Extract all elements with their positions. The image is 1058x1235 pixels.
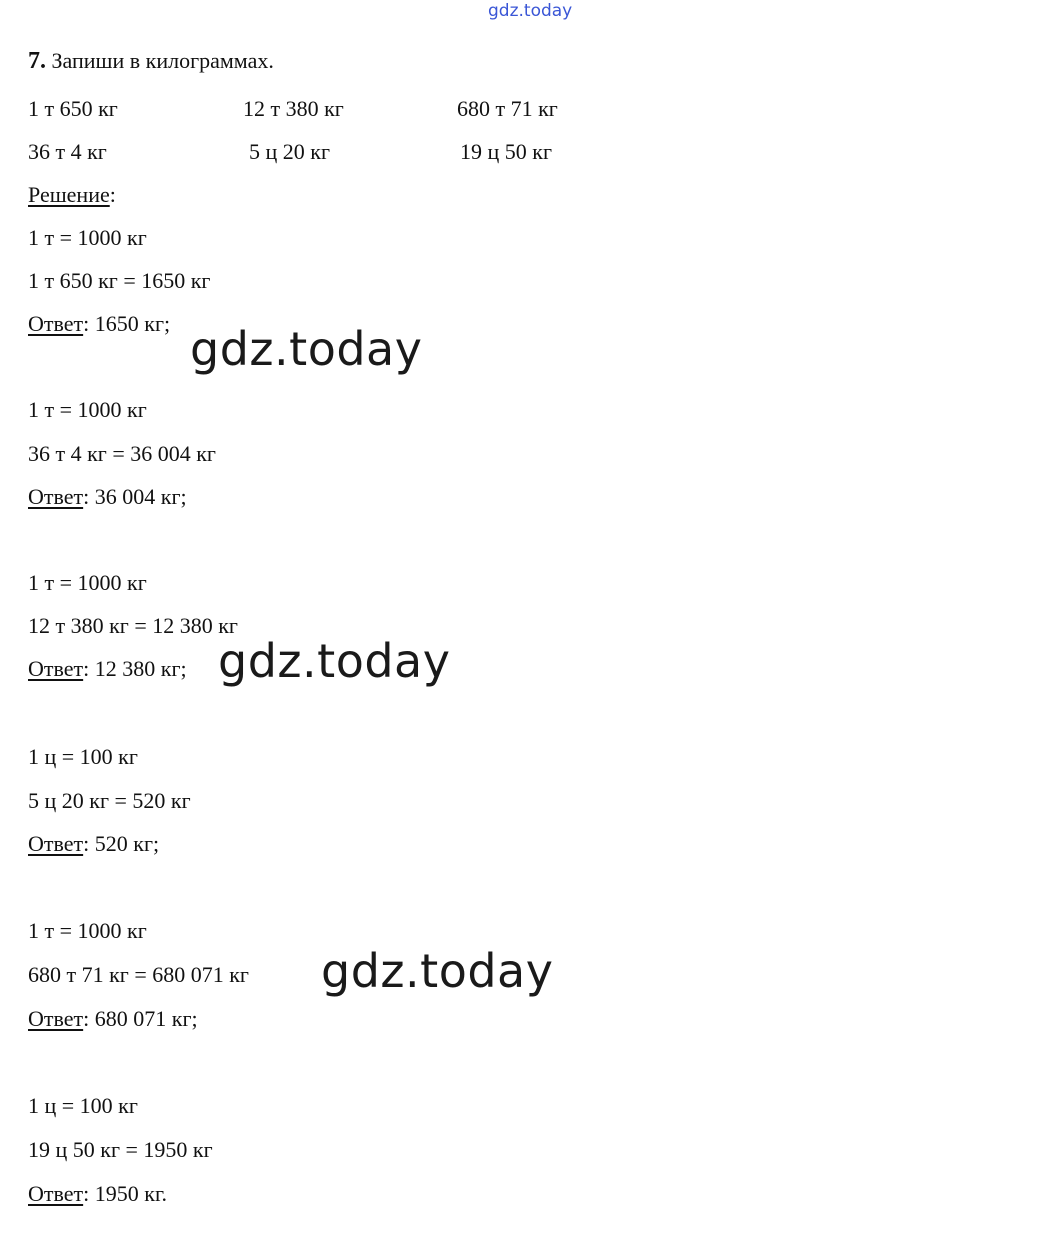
rule-line: 1 т = 1000 кг — [28, 397, 147, 422]
answer-line — [28, 311, 170, 337]
grid-cell: 680 т 71 кг — [457, 96, 558, 121]
answer-label: Ответ — [28, 484, 84, 509]
answer-value: : 520 кг; — [83, 831, 160, 856]
answer-label: Ответ — [28, 1181, 84, 1206]
task-text: Запиши в килограммах. — [51, 48, 274, 73]
rule-line: 1 ц = 100 кг — [28, 744, 138, 769]
rule-line: 1 т = 1000 кг — [28, 918, 147, 943]
solution-heading: Решение: — [28, 182, 116, 207]
task-heading — [28, 48, 274, 74]
grid-cell: 1 т 650 кг — [28, 96, 118, 121]
answer-label: Ответ — [28, 1006, 84, 1031]
answer-value: : 680 071 кг; — [83, 1006, 198, 1031]
watermark-top: gdz.today — [488, 1, 573, 21]
grid-cell: 5 ц 20 кг — [249, 139, 330, 164]
grid-cell: 19 ц 50 кг — [460, 139, 552, 164]
calc-line: 1 т 650 кг = 1650 кг — [28, 268, 211, 293]
watermark: gdz.today — [190, 322, 423, 376]
answer-line — [28, 831, 159, 857]
answer-line — [28, 1181, 167, 1207]
rule-line: 1 ц = 100 кг — [28, 1093, 138, 1118]
calc-line: 5 ц 20 кг = 520 кг — [28, 788, 191, 813]
watermark: gdz.today — [321, 944, 554, 998]
calc-line: 36 т 4 кг = 36 004 кг — [28, 441, 216, 466]
calc-line: 12 т 380 кг = 12 380 кг — [28, 613, 238, 638]
solution-label: Решение — [28, 182, 110, 207]
rule-line: 1 т = 1000 кг — [28, 225, 147, 250]
answer-value: : 12 380 кг; — [83, 656, 187, 681]
task-number: 7. — [28, 48, 46, 74]
answer-label: Ответ — [28, 656, 84, 681]
answer-value: : 1650 кг; — [83, 311, 171, 336]
answer-value: : 1950 кг. — [83, 1181, 167, 1206]
answer-line — [28, 1006, 198, 1032]
rule-line: 1 т = 1000 кг — [28, 570, 147, 595]
calc-line: 680 т 71 кг = 680 071 кг — [28, 962, 249, 987]
answer-label: Ответ — [28, 311, 84, 336]
calc-line: 19 ц 50 кг = 1950 кг — [28, 1137, 213, 1162]
watermark: gdz.today — [218, 634, 451, 688]
answer-label: Ответ — [28, 831, 84, 856]
grid-cell: 12 т 380 кг — [243, 96, 344, 121]
grid-cell: 36 т 4 кг — [28, 139, 107, 164]
answer-line — [28, 656, 187, 682]
answer-value: : 36 004 кг; — [83, 484, 187, 509]
answer-line — [28, 484, 187, 510]
